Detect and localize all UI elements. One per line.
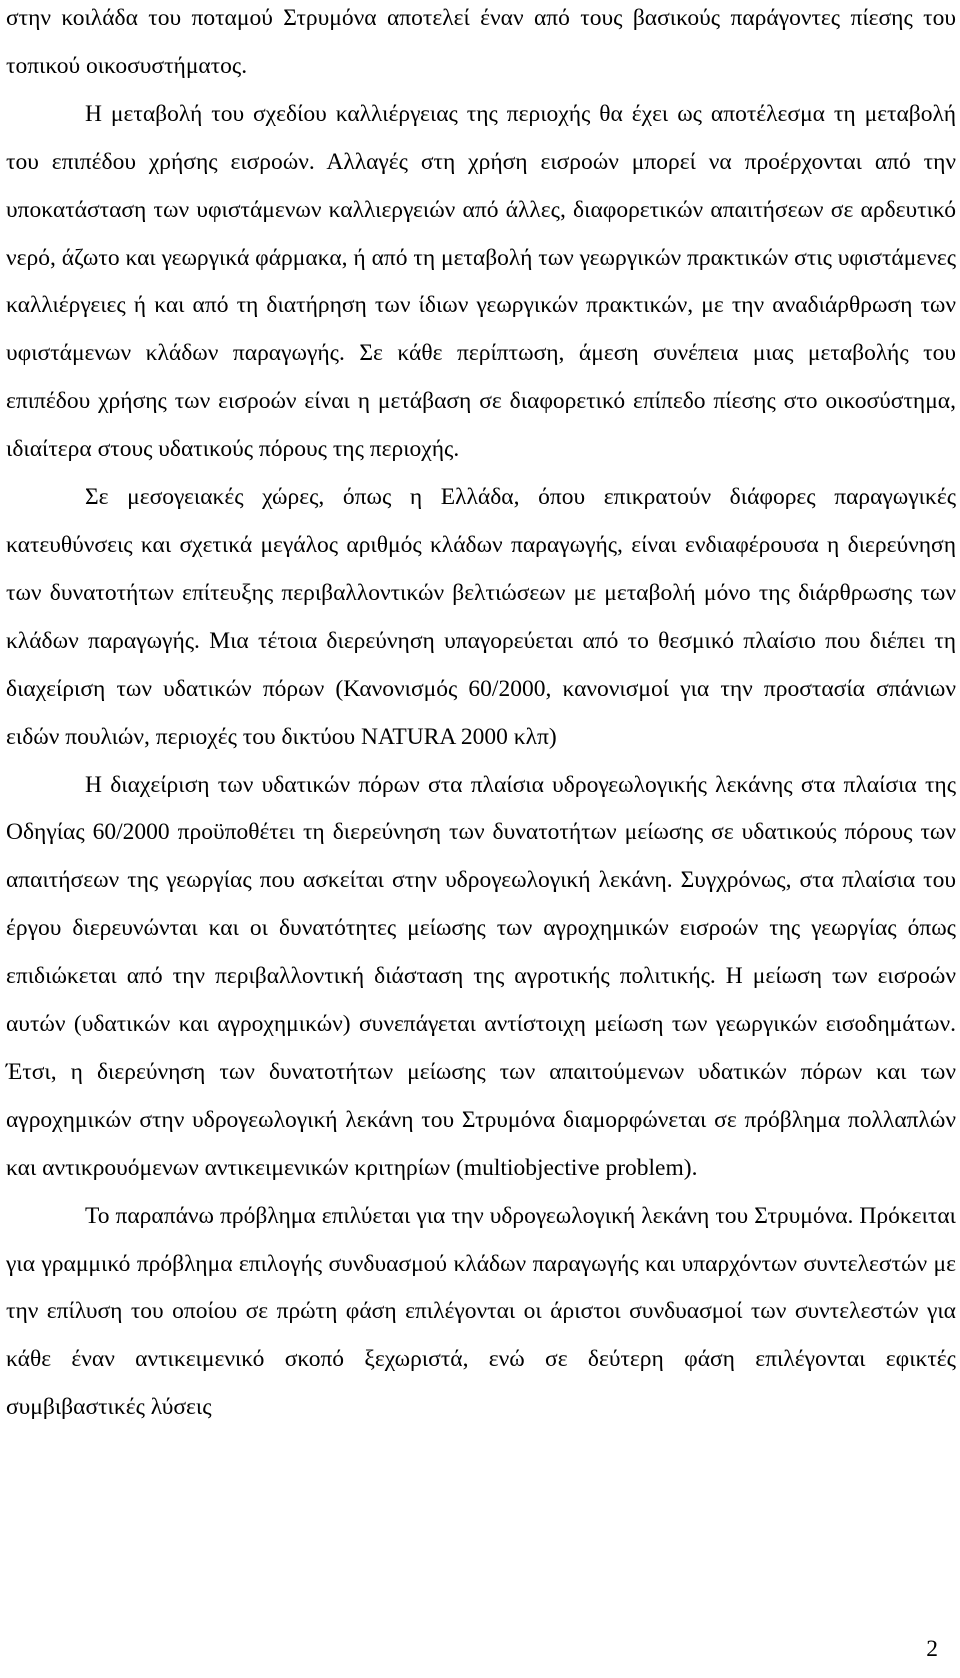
paragraph-5: Το παραπάνω πρόβλημα επιλύεται για την υδρογεωλογική λεκάνη του Στρυμόνα. Πρόκειται για γραμμικό πρόβλημα επιλογής συνδυασμού κλάδων παραγωγής και υπαρχόντων συντελεστών με την επίλυση του οποίου σε πρώτη φάση επιλέγονται οι άριστοι συνδυασμοί των συντελεστών για κάθε έναν αντικειμενικό σκοπό ξεχωριστά, ενώ σε δεύτερη φάση επιλέγονται εφικτές συμβιβαστικές λύσεις xyxy=(6,1202,956,1421)
paragraph-3: Σε μεσογειακές χώρες, όπως η Ελλάδα, όπου επικρατούν διάφορες παραγωγικές κατευθύνσεις και σχετικά μεγάλος αριθμός κλάδων παραγωγής, είναι ενδιαφέρουσα η διερεύνηση των δυνατοτήτων επίτευξης περιβαλλοντικών βελτιώσεων με μεταβολή μόνο της διάρθρωσης των κλάδων παραγωγής. Μια τέτοια διερεύνηση υπαγορεύεται από το θεσμικό πλαίσιο που διέπει τη διαχείριση των υδατικών πόρων (Κανονισμός 60/2000, κανονισμοί για την προστασία σπάνιων ειδών πουλιών, περιοχές του δικτύου NATURA 2000 κλπ) xyxy=(6,484,956,750)
paragraph-2: Η μεταβολή του σχεδίου καλλιέργειας της περιοχής θα έχει ως αποτέλεσμα τη μεταβολή του επιπέδου χρήσης εισροών. Αλλαγές στη χρήση εισροών μπορεί να προέρχονται από την υποκατάσταση των υφιστάμενων καλλιεργειών από άλλες, διαφορετικών απαιτήσεων σε αρδευτικό νερό, άζωτο και γεωργικά φάρμακα, ή από τη μεταβολή των γεωργικών πρακτικών στις υφιστάμενες καλλιέργειες ή και από τη διατήρηση των ίδιων γεωργικών πρακτικών, με την αναδιάρθρωση των υφιστάμενων κλάδων παραγωγής. Σε κάθε περίπτωση, άμεση συνέπεια μιας μεταβολής του επιπέδου χρήσης των εισροών είναι η μετάβαση σε διαφορετικό επίπεδο πίεσης στο οικοσύστημα, ιδιαίτερα στους υδατικούς πόρους της περιοχής. xyxy=(6,100,956,463)
body-text xyxy=(6,0,956,1432)
paragraph-1: στην κοιλάδα του ποταμού Στρυμόνα αποτελεί έναν από τους βασικούς παράγοντες πίεσης του τοπικού οικοσυστήματος. xyxy=(6,5,956,79)
paragraph-4: Η διαχείριση των υδατικών πόρων στα πλαίσια υδρογεωλογικής λεκάνης στα πλαίσια της Οδηγίας 60/2000 προϋποθέτει τη διερεύνηση των δυνατοτήτων μείωσης σε υδατικούς πόρους των απαιτήσεων της γεωργίας που ασκείται στην υδρογεωλογική λεκάνη. Συγχρόνως, στα πλαίσια του έργου διερευνώνται και οι δυνατότητες μείωσης των αγροχημικών εισροών της γεωργίας όπως επιδιώκεται από την περιβαλλοντική διάσταση της αγροτικής πολιτικής. Η μείωση των εισροών αυτών (υδατικών και αγροχημικών) συνεπάγεται αντίστοιχη μείωση των γεωργικών εισοδημάτων. Έτσι, η διερεύνηση των δυνατοτήτων μείωσης των απαιτούμενων υδατικών πόρων και των αγροχημικών στην υδρογεωλογική λεκάνη του Στρυμόνα διαμορφώνεται σε πρόβλημα πολλαπλών και αντικρουόμενων αντικειμενικών κριτηρίων (multiobjective problem). xyxy=(6,771,956,1181)
page-number: 2 xyxy=(926,1636,938,1662)
